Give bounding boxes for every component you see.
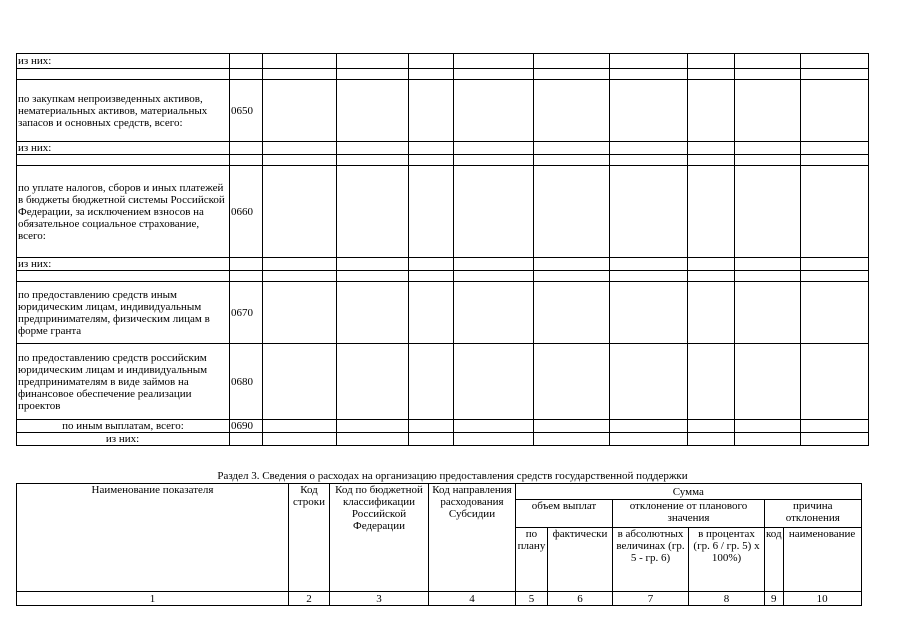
row-label: по предоставлению средств российским юридическим лицам и индивидуальным предпринимателям в виде займов на финансовое обеспечение реализации проектов	[17, 344, 230, 420]
row-code: 0660	[230, 166, 263, 258]
empty-cell	[263, 54, 337, 69]
empty-cell	[801, 69, 869, 80]
empty-cell	[534, 142, 610, 155]
empty-cell	[534, 433, 610, 446]
empty-cell	[409, 271, 454, 282]
row-code	[230, 54, 263, 69]
section-3-title: Раздел 3. Сведения о расходах на организацию предоставления средств государственной поддержки	[217, 470, 688, 482]
empty-cell	[409, 69, 454, 80]
empty-cell	[534, 69, 610, 80]
column-number: 9	[765, 592, 784, 606]
empty-cell	[801, 433, 869, 446]
empty-cell	[534, 258, 610, 271]
empty-cell	[610, 344, 688, 420]
empty-cell	[454, 282, 534, 344]
section-3-table	[16, 483, 862, 606]
header-fact: фактически	[548, 528, 613, 592]
empty-cell	[688, 271, 735, 282]
empty-cell	[735, 344, 801, 420]
header-percent: в процентах (гр. 6 / гр. 5) x 100%)	[689, 528, 765, 592]
empty-cell	[735, 166, 801, 258]
empty-cell	[337, 80, 409, 142]
empty-cell	[534, 271, 610, 282]
empty-cell	[801, 282, 869, 344]
empty-cell	[454, 166, 534, 258]
empty-cell	[735, 54, 801, 69]
empty-cell	[610, 258, 688, 271]
empty-cell	[688, 80, 735, 142]
empty-cell	[454, 69, 534, 80]
header-indicator-name: Наименование показателя	[17, 484, 289, 592]
empty-cell	[688, 69, 735, 80]
empty-cell	[534, 344, 610, 420]
empty-cell	[409, 155, 454, 166]
empty-cell	[263, 420, 337, 433]
table-row	[17, 282, 869, 344]
empty-cell	[454, 155, 534, 166]
column-number: 4	[429, 592, 516, 606]
empty-cell	[409, 166, 454, 258]
empty-cell	[735, 282, 801, 344]
table-row	[17, 258, 869, 271]
table-row	[17, 344, 869, 420]
empty-cell	[801, 155, 869, 166]
empty-cell	[735, 80, 801, 142]
row-label: из них:	[17, 258, 230, 271]
empty-cell	[337, 258, 409, 271]
empty-cell	[409, 420, 454, 433]
column-number: 3	[330, 592, 429, 606]
empty-cell	[337, 142, 409, 155]
column-number: 10	[783, 592, 861, 606]
empty-cell	[454, 271, 534, 282]
empty-cell	[735, 420, 801, 433]
column-number: 6	[548, 592, 613, 606]
empty-cell	[263, 142, 337, 155]
table-row	[17, 69, 869, 80]
empty-cell	[610, 80, 688, 142]
empty-cell	[263, 433, 337, 446]
row-label: по уплате налогов, сборов и иных платежей в бюджеты бюджетной системы Российской Федерации, за исключением взносов на обязательное социальное страхование, всего:	[17, 166, 230, 258]
empty-cell	[409, 282, 454, 344]
header-reason-code: код	[765, 528, 784, 592]
empty-cell	[263, 271, 337, 282]
empty-cell	[534, 282, 610, 344]
empty-cell	[337, 420, 409, 433]
empty-cell	[801, 54, 869, 69]
header-direction-code: Код направления расходования Субсидии	[429, 484, 516, 592]
header-deviation: отклонение от планового значения	[613, 500, 765, 528]
empty-cell	[801, 271, 869, 282]
empty-cell	[735, 69, 801, 80]
empty-cell	[688, 282, 735, 344]
empty-cell	[801, 166, 869, 258]
empty-cell	[610, 433, 688, 446]
empty-cell	[337, 271, 409, 282]
empty-cell	[337, 282, 409, 344]
empty-cell	[610, 282, 688, 344]
empty-cell	[735, 258, 801, 271]
empty-cell	[409, 433, 454, 446]
empty-cell	[454, 54, 534, 69]
empty-cell	[263, 155, 337, 166]
empty-cell	[610, 166, 688, 258]
empty-cell	[454, 433, 534, 446]
table-row	[17, 80, 869, 142]
header-deviation-reason: причина отклонения	[765, 500, 862, 528]
row-label	[17, 69, 230, 80]
column-number: 8	[689, 592, 765, 606]
empty-cell	[688, 258, 735, 271]
empty-cell	[337, 433, 409, 446]
column-number: 1	[17, 592, 289, 606]
column-number: 7	[613, 592, 689, 606]
row-code	[230, 69, 263, 80]
empty-cell	[409, 344, 454, 420]
empty-cell	[801, 80, 869, 142]
empty-cell	[337, 54, 409, 69]
empty-cell	[409, 80, 454, 142]
empty-cell	[688, 344, 735, 420]
header-payment-volume: объем выплат	[516, 500, 613, 528]
empty-cell	[534, 54, 610, 69]
empty-cell	[337, 155, 409, 166]
empty-cell	[610, 420, 688, 433]
table-row	[17, 271, 869, 282]
empty-cell	[534, 166, 610, 258]
empty-cell	[409, 142, 454, 155]
row-label	[17, 271, 230, 282]
empty-cell	[534, 155, 610, 166]
empty-cell	[263, 344, 337, 420]
empty-cell	[454, 344, 534, 420]
row-code	[230, 142, 263, 155]
column-number: 2	[289, 592, 330, 606]
empty-cell	[263, 80, 337, 142]
empty-cell	[688, 420, 735, 433]
empty-cell	[688, 155, 735, 166]
empty-cell	[409, 54, 454, 69]
empty-cell	[610, 54, 688, 69]
empty-cell	[337, 344, 409, 420]
row-code: 0650	[230, 80, 263, 142]
column-numbers-row	[17, 592, 862, 606]
empty-cell	[688, 166, 735, 258]
row-label: из них:	[17, 142, 230, 155]
empty-cell	[534, 420, 610, 433]
header-sum: Сумма	[516, 484, 862, 500]
empty-cell	[735, 142, 801, 155]
header-reason-name: наименование	[783, 528, 861, 592]
table-row	[17, 155, 869, 166]
row-label: из них:	[17, 54, 230, 69]
column-number: 5	[516, 592, 548, 606]
empty-cell	[337, 166, 409, 258]
empty-cell	[610, 142, 688, 155]
empty-cell	[263, 166, 337, 258]
row-code	[230, 258, 263, 271]
empty-cell	[801, 142, 869, 155]
empty-cell	[688, 142, 735, 155]
table-row	[17, 142, 869, 155]
table-row	[17, 420, 869, 433]
row-label: по иным выплатам, всего:	[17, 420, 230, 433]
row-label	[17, 155, 230, 166]
upper-expenses-table	[16, 53, 869, 446]
row-code	[230, 433, 263, 446]
row-label: из них:	[17, 433, 230, 446]
empty-cell	[454, 142, 534, 155]
row-label: по закупкам непроизведенных активов, нематериальных активов, материальных запасов и основных средств, всего:	[17, 80, 230, 142]
header-plan: по плану	[516, 528, 548, 592]
header-budget-classification: Код по бюджетной классификации Российской Федерации	[330, 484, 429, 592]
row-code: 0680	[230, 344, 263, 420]
empty-cell	[801, 258, 869, 271]
empty-cell	[735, 433, 801, 446]
row-label: по предоставлению средств иным юридическим лицам, индивидуальным предпринимателям, физическим лицам в форме гранта	[17, 282, 230, 344]
empty-cell	[454, 80, 534, 142]
empty-cell	[801, 344, 869, 420]
empty-cell	[263, 282, 337, 344]
empty-cell	[409, 258, 454, 271]
empty-cell	[610, 155, 688, 166]
table-row	[17, 166, 869, 258]
empty-cell	[263, 258, 337, 271]
row-code: 0670	[230, 282, 263, 344]
empty-cell	[801, 420, 869, 433]
empty-cell	[688, 54, 735, 69]
empty-cell	[263, 69, 337, 80]
row-code: 0690	[230, 420, 263, 433]
empty-cell	[534, 80, 610, 142]
empty-cell	[454, 420, 534, 433]
empty-cell	[337, 69, 409, 80]
empty-cell	[735, 155, 801, 166]
empty-cell	[735, 271, 801, 282]
empty-cell	[454, 258, 534, 271]
empty-cell	[610, 69, 688, 80]
header-absolute: в абсолютных величинах (гр. 5 - гр. 6)	[613, 528, 689, 592]
table-row	[17, 433, 869, 446]
header-row-code: Код строки	[289, 484, 330, 592]
row-code	[230, 155, 263, 166]
table-row	[17, 54, 869, 69]
empty-cell	[610, 271, 688, 282]
empty-cell	[688, 433, 735, 446]
row-code	[230, 271, 263, 282]
